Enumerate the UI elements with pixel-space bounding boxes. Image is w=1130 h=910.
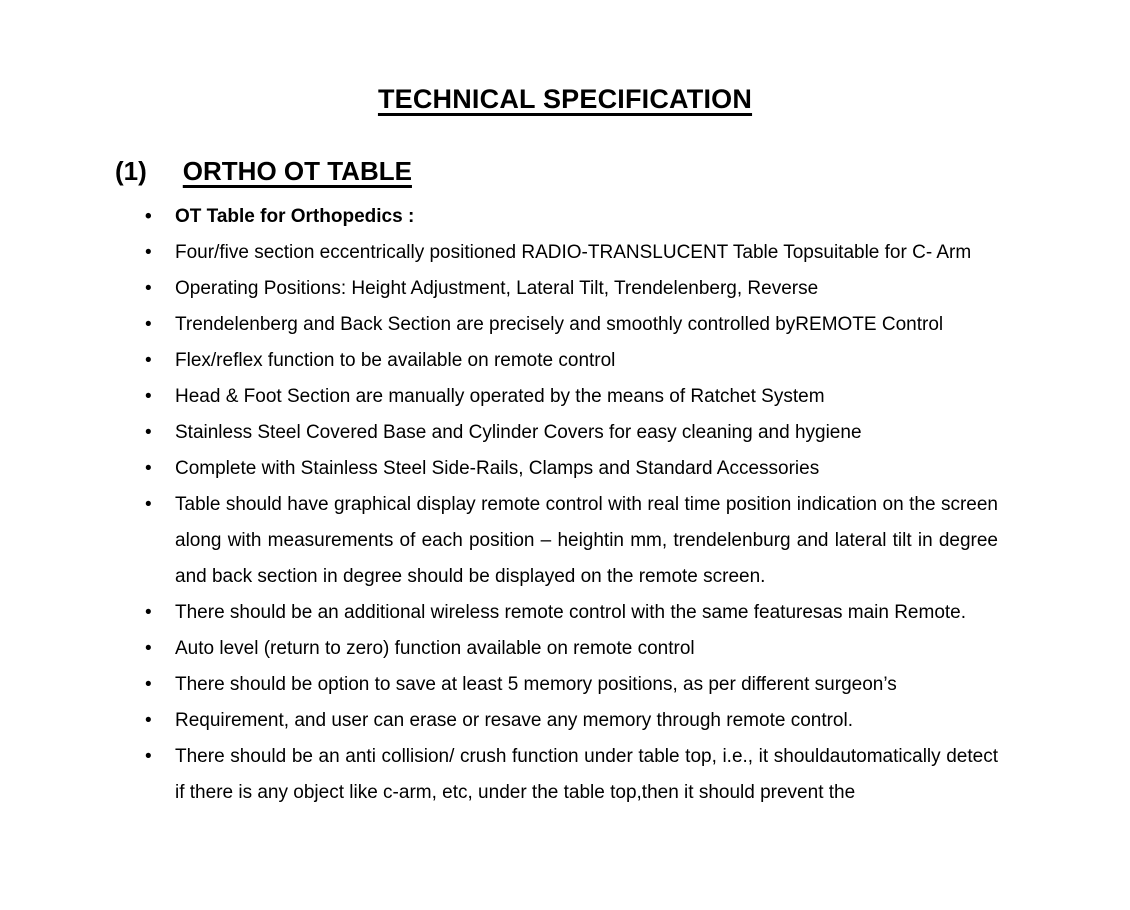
- list-item: [145, 667, 998, 703]
- list-item: [145, 235, 998, 271]
- list-item: [145, 487, 998, 595]
- list-item: [145, 343, 998, 379]
- list-item-text: Stainless Steel Covered Base and Cylinder Covers for easy cleaning and hygiene: [175, 421, 862, 443]
- section-title: ORTHO OT TABLE: [182, 156, 412, 187]
- page-title: [0, 0, 1130, 115]
- bullet-icon: •: [145, 709, 152, 731]
- list-item-text: Auto level (return to zero) function available on remote control: [175, 637, 695, 659]
- page-title-text: TECHNICAL SPECIFICATION: [377, 84, 753, 114]
- list-item-text: There should be an additional wireless remote control with the same featuresas main Remote.: [175, 601, 967, 623]
- bullet-icon: •: [145, 385, 152, 407]
- bullet-icon: •: [145, 457, 152, 479]
- list-item-text: Table should have graphical display remote control with real time position indication on the screen along with measurements of each position – heightin mm, trendelenburg and lateral tilt in degree and back section in degree should be displayed on the remote screen.: [175, 493, 998, 587]
- bullet-icon: •: [145, 241, 152, 263]
- list-item: [145, 595, 998, 631]
- bullet-icon: •: [145, 637, 152, 659]
- list-item-text: Head & Foot Section are manually operated by the means of Ratchet System: [175, 385, 825, 407]
- list-item: [145, 415, 998, 451]
- list-item-text: Four/five section eccentrically positioned RADIO-TRANSLUCENT Table Topsuitable for C- Arm: [175, 241, 972, 263]
- bullet-icon: •: [145, 277, 152, 299]
- list-item: [145, 307, 998, 343]
- list-item-text: There should be option to save at least 5 memory positions, as per different surgeon’s: [175, 673, 897, 695]
- section-number: (1): [115, 156, 147, 187]
- list-item-text: There should be an anti collision/ crush function under table top, i.e., it shouldautomatically detect if there is any object like c-arm, etc, under the table top,then it should prevent the: [175, 745, 998, 803]
- bullet-list: [0, 199, 1130, 811]
- bullet-icon: •: [145, 745, 152, 767]
- list-item: [145, 739, 998, 811]
- list-item-text: Flex/reflex function to be available on remote control: [175, 349, 616, 371]
- list-item: [145, 631, 998, 667]
- bullet-icon: •: [145, 349, 152, 371]
- list-item-text: OT Table for Orthopedics :: [175, 205, 415, 227]
- list-item: [145, 271, 998, 307]
- bullet-icon: •: [145, 601, 152, 623]
- list-item-text: Trendelenberg and Back Section are precisely and smoothly controlled byREMOTE Control: [175, 313, 944, 335]
- list-item-text: Requirement, and user can erase or resave any memory through remote control.: [175, 709, 853, 731]
- bullet-icon: •: [145, 673, 152, 695]
- list-item: [145, 199, 998, 235]
- list-item: [145, 379, 998, 415]
- bullet-icon: •: [145, 493, 152, 515]
- list-item-text: Complete with Stainless Steel Side-Rails, Clamps and Standard Accessories: [175, 457, 820, 479]
- list-item: [145, 451, 998, 487]
- section-heading: [115, 157, 1130, 187]
- list-item-text: Operating Positions: Height Adjustment, Lateral Tilt, Trendelenberg, Reverse: [175, 277, 819, 299]
- bullet-icon: •: [145, 313, 152, 335]
- bullet-icon: •: [145, 205, 152, 227]
- bullet-icon: •: [145, 421, 152, 443]
- list-item: [145, 703, 998, 739]
